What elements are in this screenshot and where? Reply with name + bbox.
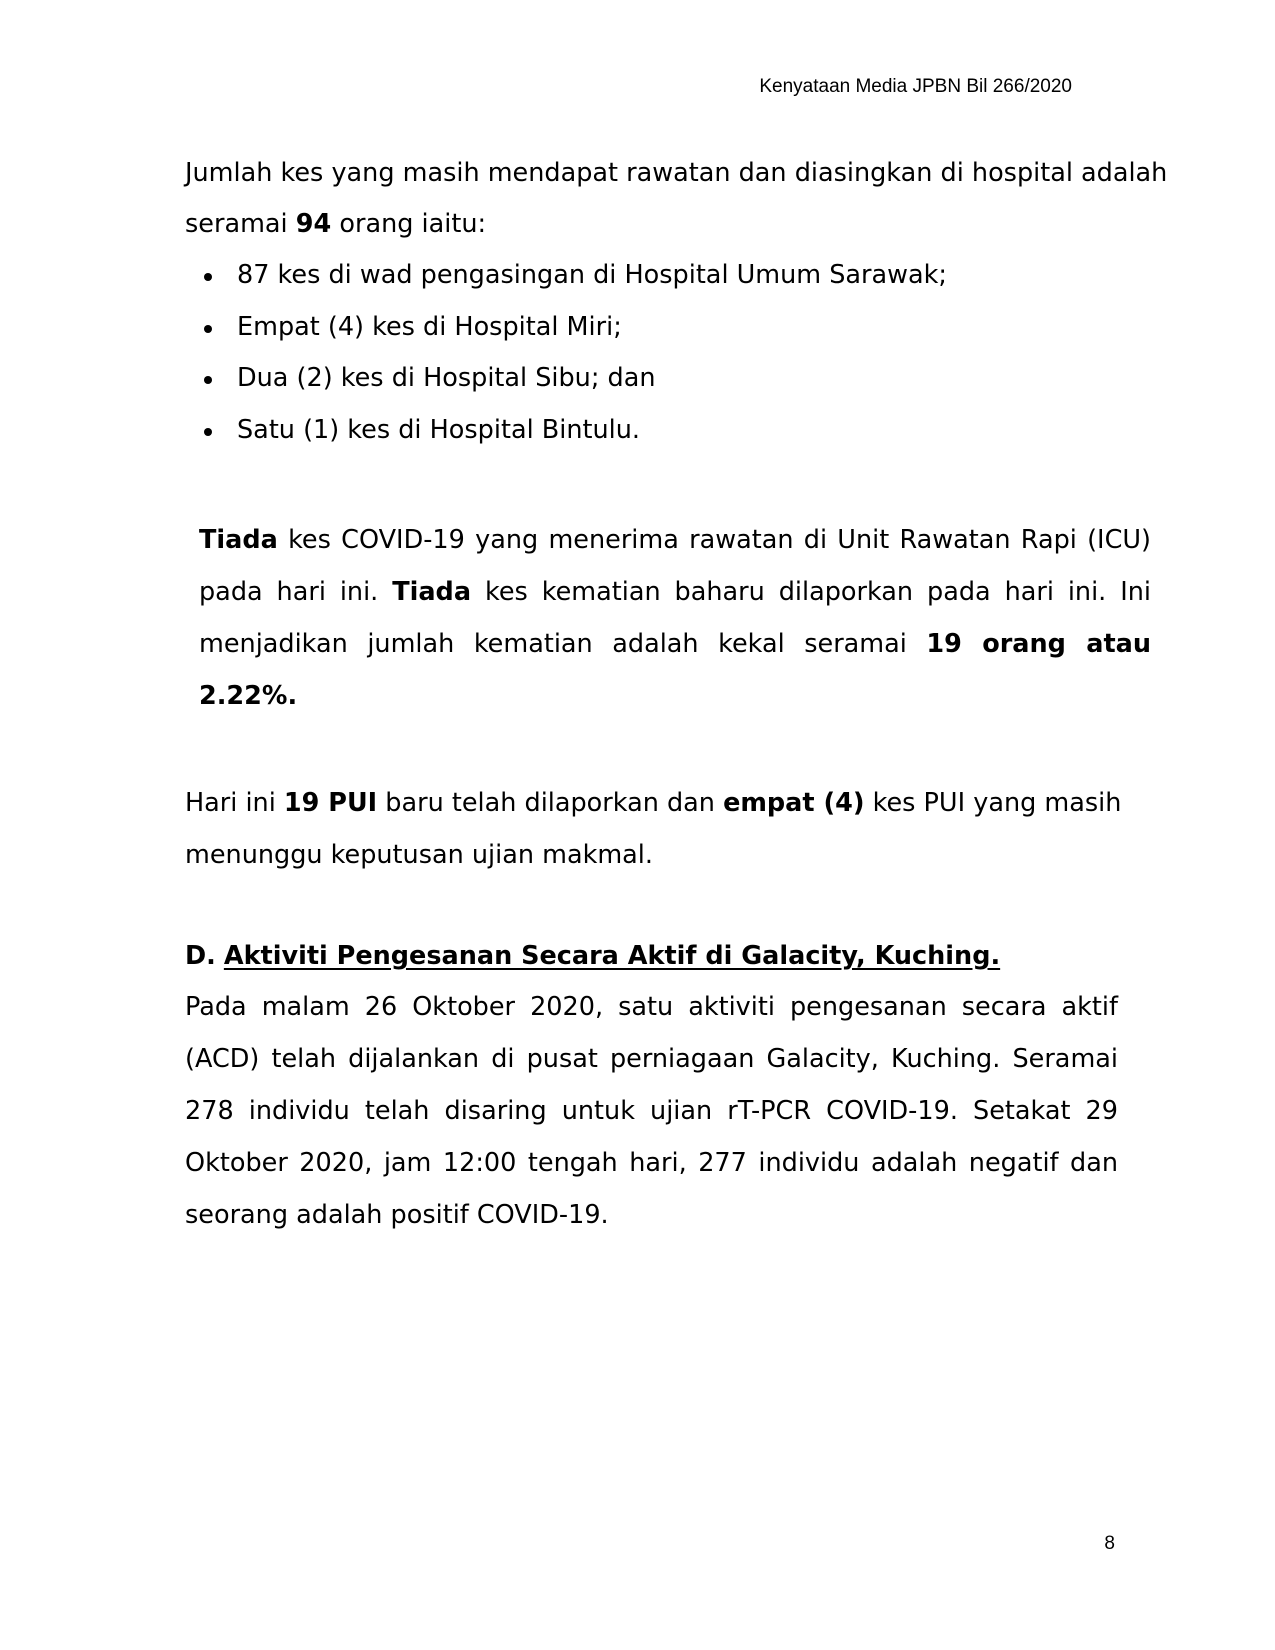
list-item: [185, 250, 947, 302]
list-item: [185, 353, 947, 405]
list-item-text: Empat (4) kes di Hospital Miri;: [237, 311, 622, 342]
icu-text: kes COVID-19 yang menerima rawatan di Unit Rawatan Rapi (ICU) pada hari ini.: [199, 525, 1151, 607]
bullet-icon: [204, 428, 212, 436]
pui-text-2: baru telah dilaporkan dan: [377, 788, 724, 818]
section-title: Aktiviti Pengesanan Secara Aktif di Galacity, Kuching.: [223, 941, 1001, 971]
new-pui-count: 19 PUI: [283, 788, 378, 818]
pui-text-3: kes PUI yang masih menunggu keputusan ujian makmal.: [185, 788, 1122, 870]
hospitalised-cases-intro: [185, 148, 1185, 250]
list-item-text: 87 kes di wad pengasingan di Hospital Umum Sarawak;: [237, 260, 948, 290]
pui-paragraph: [185, 777, 1151, 881]
bullet-icon: [204, 273, 212, 281]
icu-and-deaths-paragraph: [199, 514, 1151, 722]
section-letter: D.: [185, 941, 216, 971]
bullet-icon: [204, 325, 212, 333]
hospitalised-total: 94: [295, 209, 332, 239]
list-item: [185, 302, 947, 354]
death-total: 19 orang atau 2.22%.: [199, 629, 1151, 711]
list-item-text: Dua (2) kes di Hospital Sibu; dan: [237, 363, 656, 393]
bullet-icon: [204, 376, 212, 384]
hospital-case-list: [185, 250, 947, 456]
page-number: 8: [1104, 1533, 1115, 1554]
media-statement-reference: Kenyataan Media JPBN Bil 266/2020: [759, 76, 1072, 97]
deaths-bold-none: Tiada: [392, 577, 472, 607]
list-item-text: Satu (1) kes di Hospital Bintulu.: [237, 414, 641, 445]
pending-pui-count: empat (4): [723, 788, 865, 818]
section-d-heading: [185, 930, 1000, 982]
list-item: [185, 405, 947, 457]
deaths-text: kes kematian baharu dilaporkan pada hari ini. Ini menjadikan jumlah kematian adalah kekal seramai: [199, 577, 1151, 659]
intro-text-before: Jumlah kes yang masih mendapat rawatan dan diasingkan di hospital adalah seramai: [185, 158, 1168, 239]
section-d-body: Pada malam 26 Oktober 2020, satu aktiviti pengesanan secara aktif (ACD) telah dijalankan di pusat perniagaan Galacity, Kuching. Seramai 278 individu telah disaring untuk ujian rT-PCR COVID-19. Setakat 29 Oktober 2020, jam 12:00 tengah hari, 277 individu adalah negatif dan seorang adalah positif COVID-19.: [185, 992, 1118, 1230]
pui-text-1: Hari ini: [185, 788, 284, 818]
icu-bold-none: Tiada: [199, 525, 278, 555]
intro-text-after: orang iaitu:: [331, 209, 487, 239]
